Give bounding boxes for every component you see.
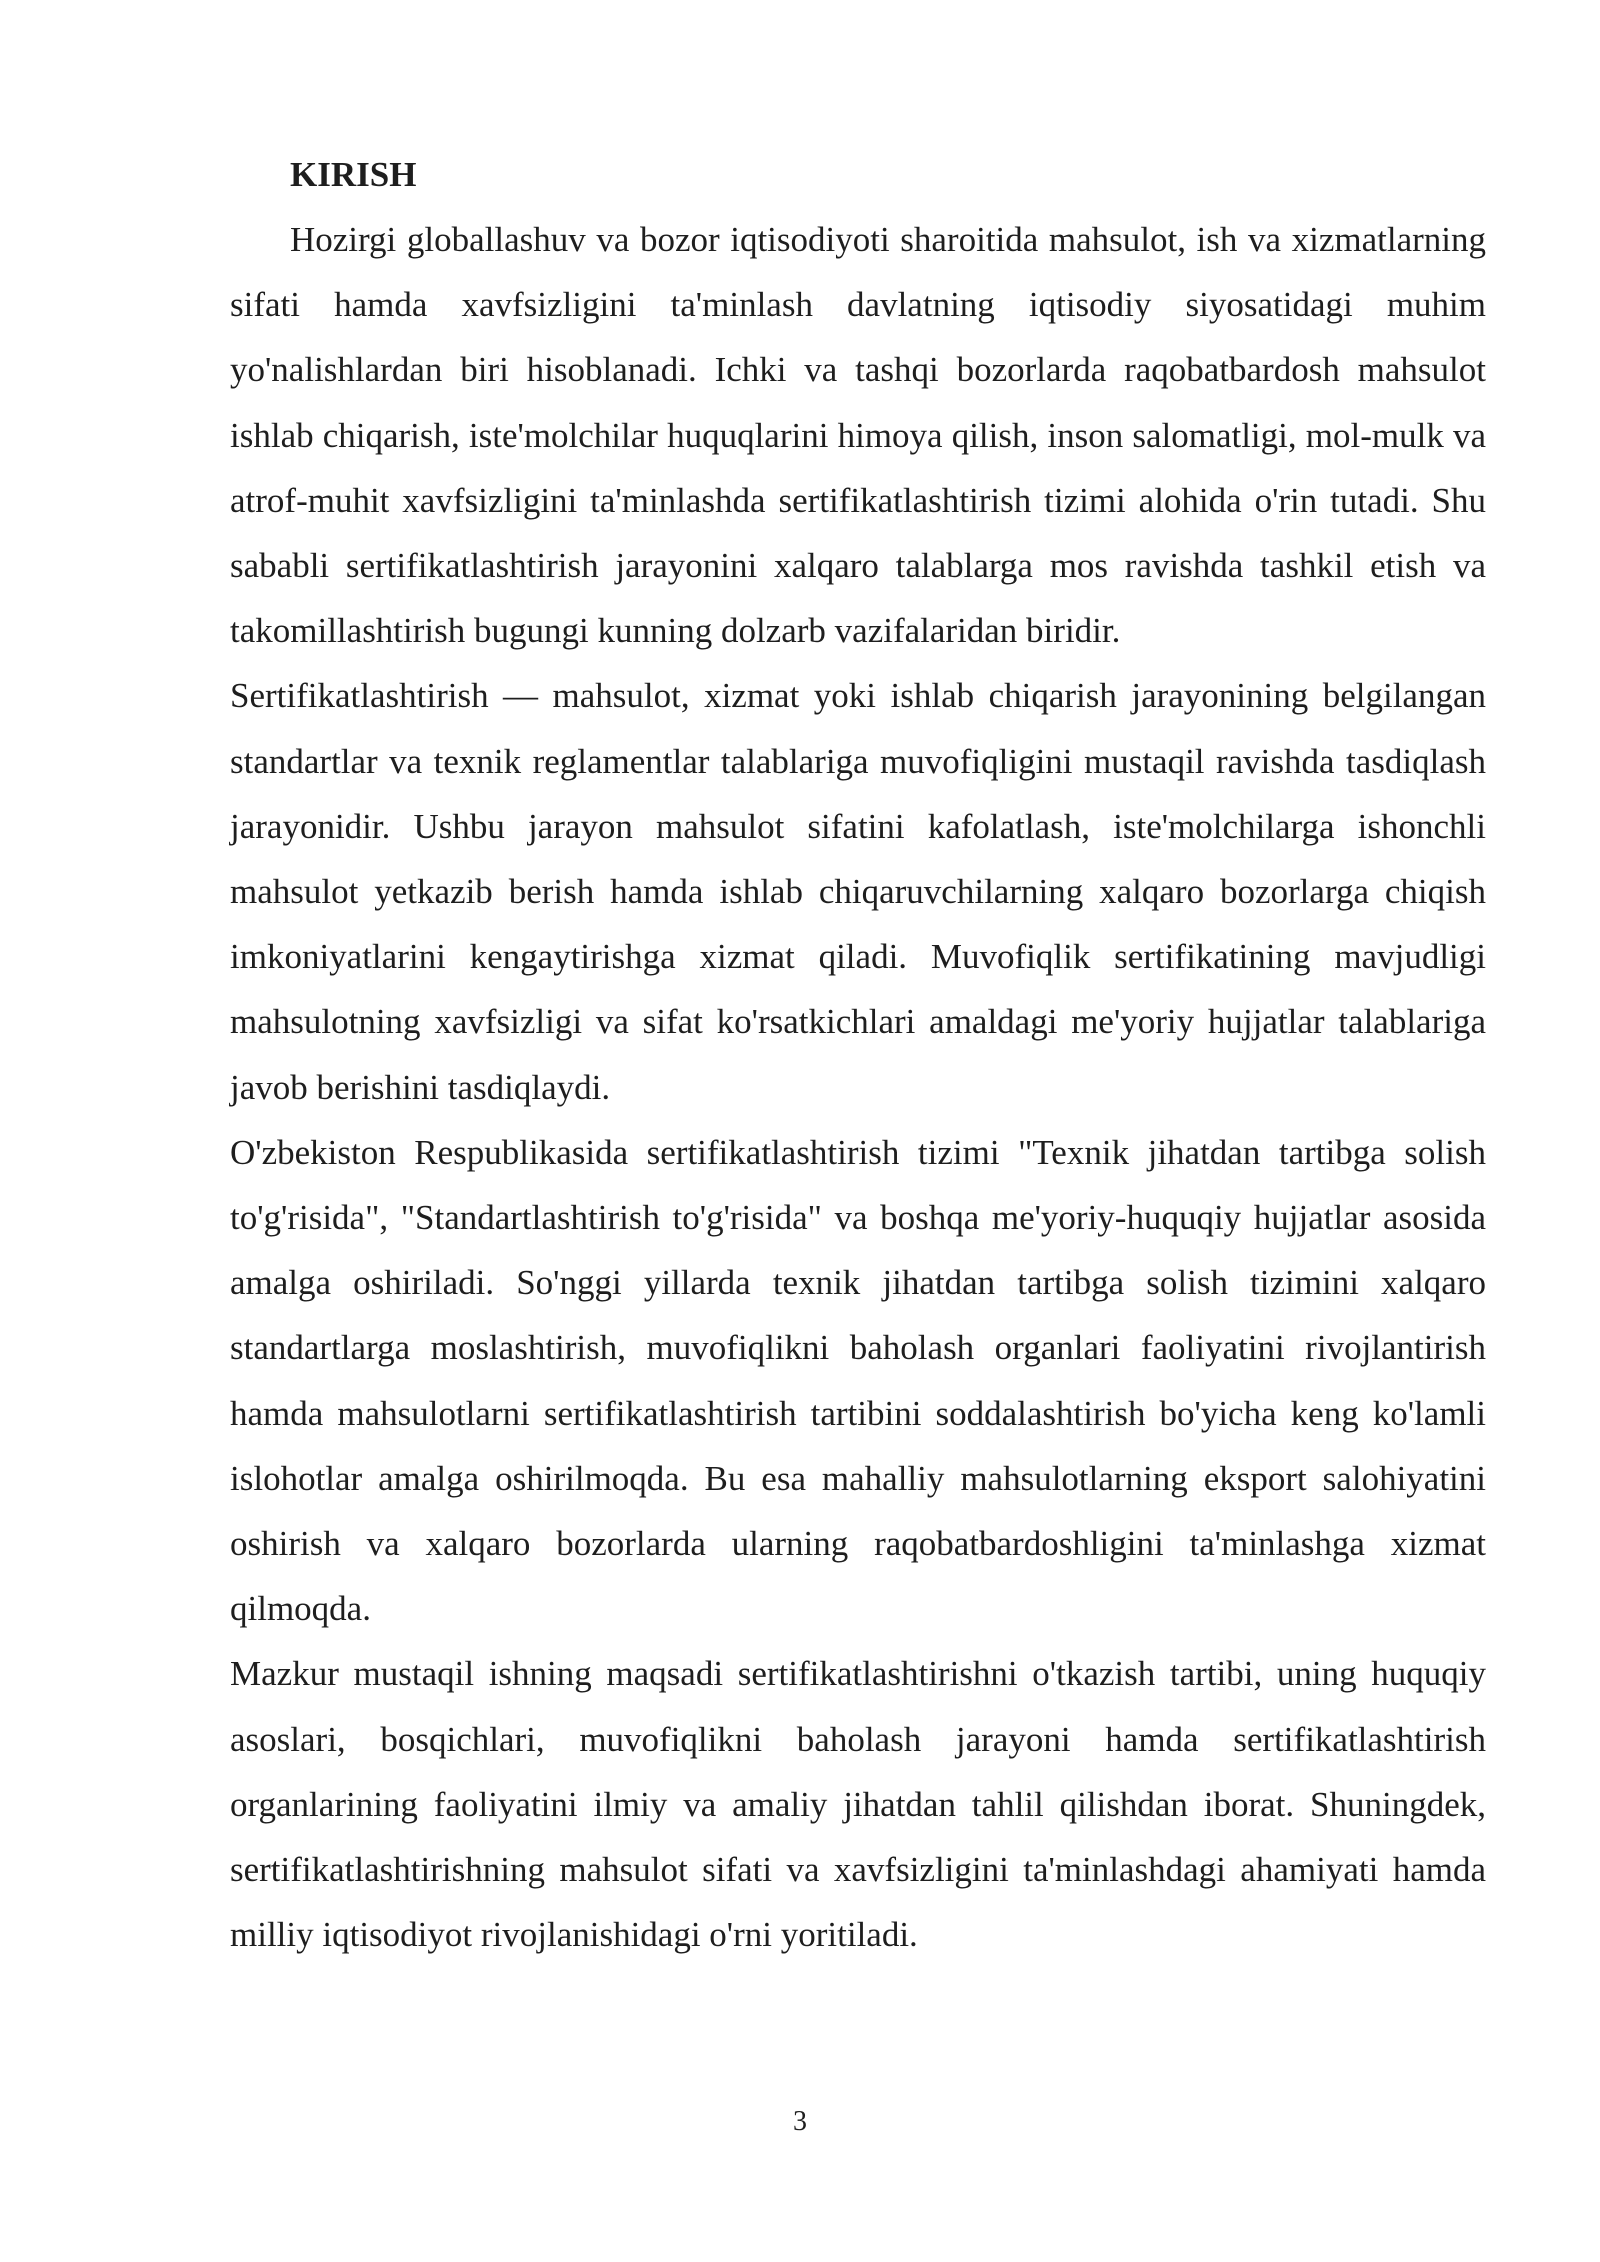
paragraph-legal-basis: O'zbekiston Respublikasida sertifikatlashtirish tizimi "Texnik jihatdan tartibga solish to'g'risida", "Standartlashtirish to'g'risida" va boshqa me'yoriy-huquqiy hujjatlar asosida amalga oshiriladi. So'nggi yillarda texnik jihatdan tartibga solish tizimini xalqaro standartlarga moslashtirish, muvofiqlikni baholash organlari faoliyatini rivojlantirish hamda mahsulotlarni sertifikatlashtirish tartibini soddalashtirish bo'yicha keng ko'lamli islohotlar amalga oshirilmoqda. Bu esa mahalliy mahsulotlarning eksport salohiyatini oshirish va xalqaro bozorlarda ularning raqobatbardoshligini ta'minlashga xizmat qilmoqda. [230,1132,1486,1629]
page-content [230,142,1486,1967]
paragraph-definition: Sertifikatlashtirish — mahsulot, xizmat yoki ishlab chiqarish jarayonining belgilangan standartlar va texnik reglamentlar talablariga muvofiqligini mustaqil ravishda tasdiqlash jarayonidir. Ushbu jarayon mahsulot sifatini kafolatlash, iste'molchilarga ishonchli mahsulot yetkazib berish hamda ishlab chiqaruvchilarning xalqaro bozorlarga chiqish imkoniyatlarini kengaytirishga xizmat qiladi. Muvofiqlik sertifikatining mavjudligi mahsulotning xavfsizligi va sifat ko'rsatkichlari amaldagi me'yoriy hujjatlar talablariga javob berishini tasdiqlaydi. [230,676,1486,1107]
page-number: 3 [793,2106,807,2137]
paragraph-goal: Mazkur mustaqil ishning maqsadi sertifikatlashtirishni o'tkazish tartibi, uning huquqiy asoslari, bosqichlari, muvofiqlikni baholash jarayoni hamda sertifikatlashtirish organlarining faoliyatini ilmiy va amaliy jihatdan tahlil qilishdan iborat. Shuningdek, sertifikatlashtirishning mahsulot sifati va xavfsizligini ta'minlashdagi ahamiyati hamda milliy iqtisodiyot rivojlanishidagi o'rni yoritiladi. [230,1654,1486,1955]
paragraph-intro: Hozirgi globallashuv va bozor iqtisodiyoti sharoitida mahsulot, ish va xizmatlarning sifati hamda xavfsizligini ta'minlash davlatning iqtisodiy siyosatidagi muhim yo'nalishlardan biri hisoblanadi. Ichki va tashqi bozorlarda raqobatbardosh mahsulot ishlab chiqarish, iste'molchilar huquqlarini himoya qilish, inson salomatligi, mol-mulk va atrof-muhit xavfsizligini ta'minlashda sertifikatlashtirish tizimi alohida o'rin tutadi. Shu sababli sertifikatlashtirish jarayonini xalqaro talablarga mos ravishda tashkil etish va takomillashtirish bugungi kunning dolzarb vazifalaridan biridir. [230,220,1486,651]
section-heading: KIRISH [290,155,417,194]
